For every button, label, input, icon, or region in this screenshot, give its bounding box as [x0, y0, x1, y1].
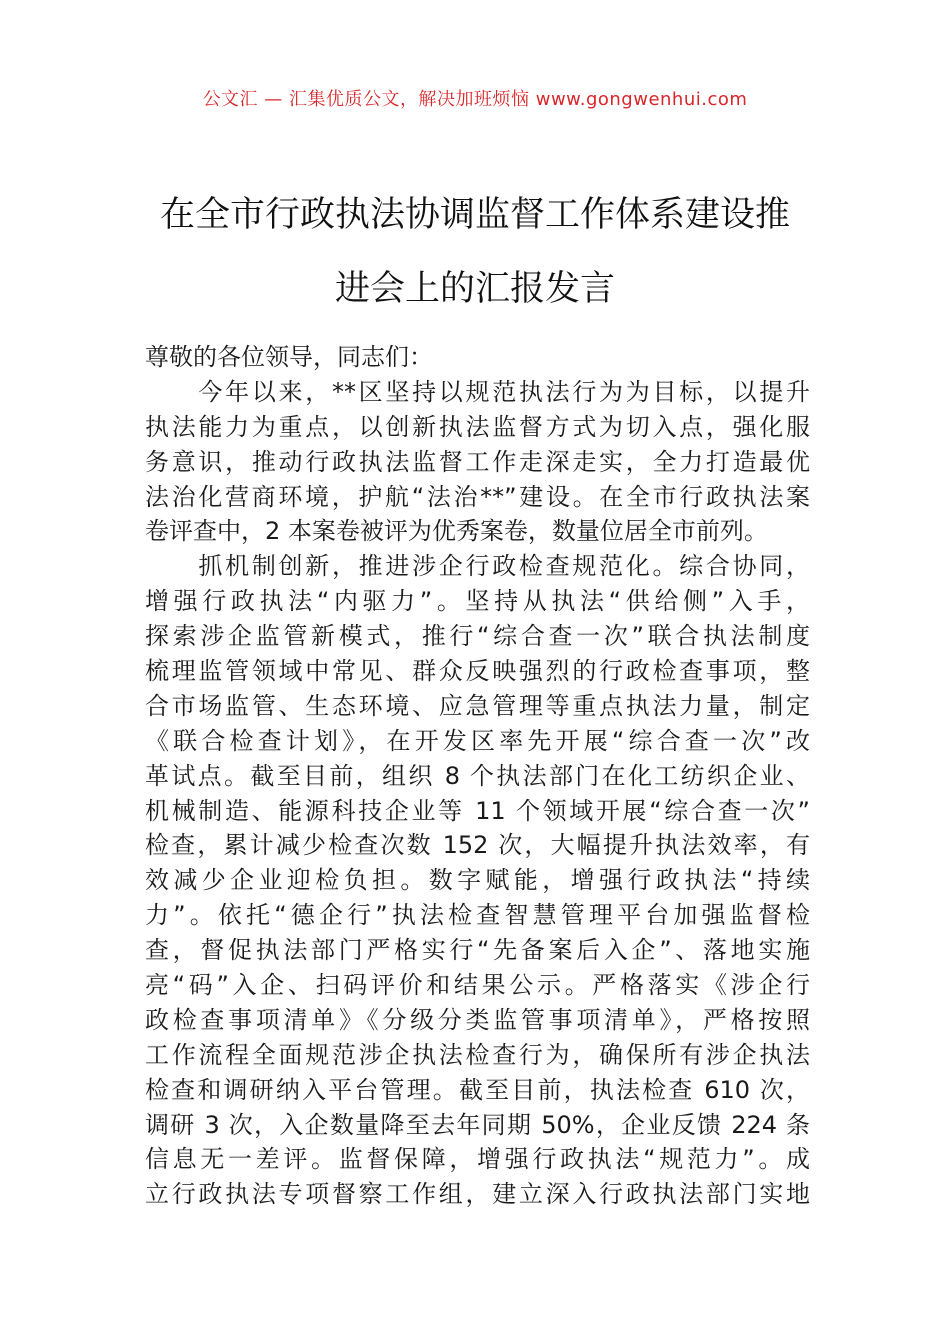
header-banner: 公文汇 — 汇集优质公文，解决加班烦恼 www.gongwenhui.com — [202, 89, 748, 110]
body-line: 亮“码”入企、扫码评价和结果公示。严格落实《涉企行 — [145, 971, 810, 1000]
body-line: 执法能力为重点，以创新执法监督方式为切入点，强化服 — [145, 412, 810, 441]
body-line: 抓机制创新，推进涉企行政检查规范化。综合协同， — [145, 552, 810, 581]
body-line: 查，督促执法部门严格实行“先备案后入企”、落地实施 — [145, 936, 810, 965]
body-line: 工作流程全面规范涉企执法检查行为，确保所有涉企执法 — [145, 1040, 810, 1069]
body-line: 今年以来，**区坚持以规范执法行为为目标，以提升 — [145, 377, 810, 406]
body-line: 增强行政执法“内驱力”。坚持从执法“供给侧”入手， — [145, 587, 810, 616]
body-line: 《联合检查计划》，在开发区率先开展“综合查一次”改 — [145, 726, 810, 755]
title-line: 在全市行政执法协调监督工作体系建设推 — [159, 195, 790, 235]
body-line: 效减少企业迎检负担。数字赋能，增强行政执法“持续 — [145, 866, 810, 895]
body-line: 立行政执法专项督察工作组，建立深入行政执法部门实地 — [145, 1180, 810, 1209]
body-line: 调研 3 次，入企数量降至去年同期 50%，企业反馈 224 条 — [145, 1110, 810, 1139]
body-line: 检查，累计减少检查次数 152 次，大幅提升执法效率，有 — [145, 831, 810, 860]
title-line: 进会上的汇报发言 — [334, 269, 615, 309]
body-line: 探索涉企监管新模式，推行“综合查一次”联合执法制度 — [145, 622, 810, 651]
body-line: 合市场监管、生态环境、应急管理等重点执法力量，制定 — [145, 691, 810, 720]
document-body — [145, 340, 810, 1212]
body-line: 力”。依托“德企行”执法检查智慧管理平台加强监督检 — [145, 901, 810, 930]
body-line: 梳理监管领域中常见、群众反映强烈的行政检查事项，整 — [145, 657, 810, 686]
document-title — [100, 178, 850, 326]
body-line: 法治化营商环境，护航“法治**”建设。在全市行政执法案 — [145, 482, 810, 511]
body-line: 政检查事项清单》《分级分类监管事项清单》，严格按照 — [145, 1005, 810, 1034]
body-line: 机械制造、能源科技企业等 11 个领域开展“综合查一次” — [145, 796, 810, 825]
salutation-line: 尊敬的各位领导，同志们： — [145, 343, 433, 371]
body-line: 信息无一差评。监督保障，增强行政执法“规范力”。成 — [145, 1145, 810, 1174]
body-line: 务意识，推动行政执法监督工作走深走实，全力打造最优 — [145, 447, 810, 476]
body-line: 卷评查中，2 本案卷被评为优秀案卷，数量位居全市前列。 — [145, 517, 768, 546]
body-line: 检查和调研纳入平台管理。截至目前，执法检查 610 次， — [145, 1075, 810, 1104]
body-line: 革试点。截至目前，组织 8 个执法部门在化工纺织企业、 — [145, 761, 810, 790]
